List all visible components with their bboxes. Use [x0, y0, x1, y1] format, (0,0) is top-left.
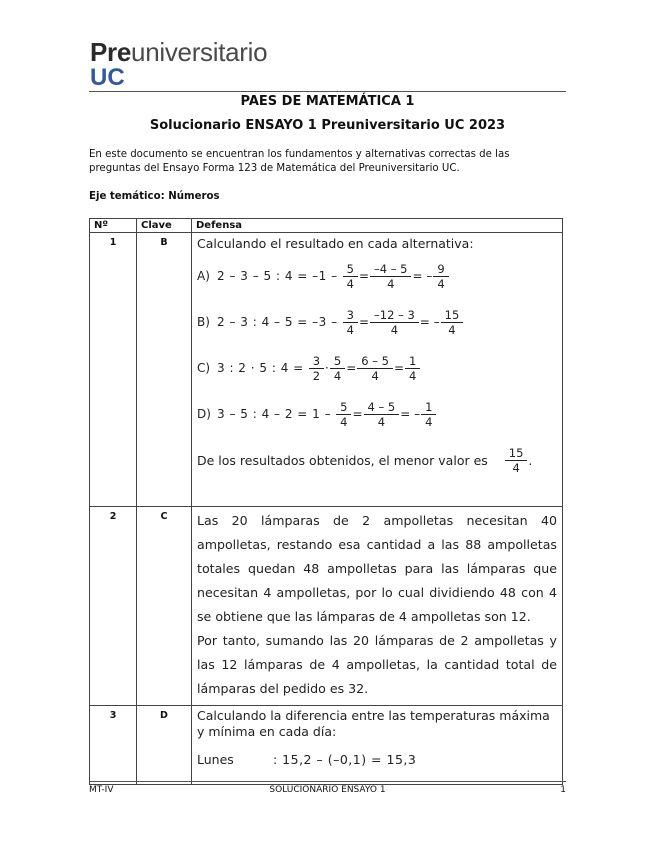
solutions-table [89, 218, 563, 785]
conclusion: De los resultados obtenidos, el menor valor es $\frac{15}{4}$ . [197, 445, 533, 475]
fraction: $\frac{15}{4}$ [507, 446, 526, 475]
alternative-c: C) 3 : 2 · 5 : 4 = $\frac{3}{2}$ · $\frac{5}{4}$ = $\frac{6 - 5}{4}$ = $\frac{1}{4}$ [197, 345, 557, 391]
defensa-intro: Calculando la diferencia entre las temperaturas máxima y mínima en cada día: [197, 708, 550, 739]
fraction: $\frac{15}{4}$ [443, 308, 462, 337]
fraction: $\frac{3}{2}$ [311, 354, 322, 383]
header-defensa: Defensa [192, 219, 563, 233]
defensa-intro: Calculando el resultado en cada alternativa: [197, 236, 474, 251]
logo-wordmark: Preuniversitario [90, 37, 268, 67]
fraction: $\frac{6 - 5}{4}$ [359, 354, 391, 383]
table-row [90, 507, 563, 706]
defensa-paragraph: Las 20 lámparas de 2 ampolletas necesitan 40 ampolletas, restando esa cantidad a las 88 ampolletas totales quedan 48 ampolletas para las lámparas que necesitan 4 ampolletas, por lo cual dividiendo 48 con 4 se obtiene que las lámparas de 4 ampolletas son 12. [197, 513, 557, 624]
fraction: $\frac{5}{4}$ [338, 400, 349, 429]
alternative-b: B) 2 – 3 : 4 – 5 = –3 – $\frac{3}{4}$ = $\frac{-12 - 3}{4}$ = – $\frac{15}{4}$ [197, 299, 557, 345]
footer-left: MT-IV [89, 785, 114, 795]
footer-divider [89, 781, 566, 782]
defensa-paragraph: Por tanto, sumando las 20 lámparas de 2 ampolletas y las 12 lámparas de 4 ampolletas, la cantidad total de lámparas del pedido es 32. [197, 633, 557, 696]
footer-center: SOLUCIONARIO ENSAYO 1 [269, 785, 386, 795]
fraction: $\frac{1}{4}$ [407, 354, 418, 383]
alternative-a: A) 2 – 3 – 5 : 4 = –1 – $\frac{5}{4}$ = $\frac{-4 - 5}{4}$ = – $\frac{9}{4}$ [197, 253, 557, 299]
fraction: $\frac{5}{4}$ [332, 354, 343, 383]
row-clave: C [137, 507, 192, 706]
row-defensa [192, 706, 563, 785]
row-defensa [192, 507, 563, 706]
fraction: $\frac{-12 - 3}{4}$ [372, 308, 417, 337]
header-num: Nº [90, 219, 137, 233]
document-title: PAES DE MATEMÁTICA 1 [240, 94, 415, 109]
fraction: $\frac{3}{4}$ [345, 308, 356, 337]
page-number: 1 [560, 785, 566, 795]
table-row [90, 706, 563, 785]
row-clave: B [137, 233, 192, 507]
fraction: $\frac{4 - 5}{4}$ [366, 400, 398, 429]
row-clave: D [137, 706, 192, 785]
row-defensa [192, 233, 563, 507]
day-calculation: Lunes : 15,2 – (–0,1) = 15,3 [197, 752, 417, 767]
row-num: 1 [90, 233, 137, 507]
fraction: $\frac{5}{4}$ [345, 262, 356, 291]
header-clave: Clave [137, 219, 192, 233]
document-subtitle: Solucionario ENSAYO 1 Preuniversitario UC 2023 [149, 118, 506, 133]
fraction: $\frac{1}{4}$ [423, 400, 434, 429]
intro-paragraph: En este documento se encuentran los fundamentos y alternativas correctas de las preguntas del Ensayo Forma 123 de Matemática del Preuniversitario UC. [89, 149, 510, 174]
table-row [90, 233, 563, 507]
fraction: $\frac{9}{4}$ [435, 262, 446, 291]
header-divider [89, 91, 566, 92]
logo-uc: UC [90, 64, 125, 91]
row-num: 3 [90, 706, 137, 785]
alternative-d: D) 3 – 5 : 4 – 2 = 1 – $\frac{5}{4}$ = $\frac{4 - 5}{4}$ = – $\frac{1}{4}$ [197, 391, 557, 437]
eje-tematico: Eje temático: Números [89, 191, 220, 202]
preuniversitario-logo [90, 38, 267, 90]
table-header-row [90, 219, 563, 233]
row-num: 2 [90, 507, 137, 706]
fraction: $\frac{-4 - 5}{4}$ [372, 262, 409, 291]
